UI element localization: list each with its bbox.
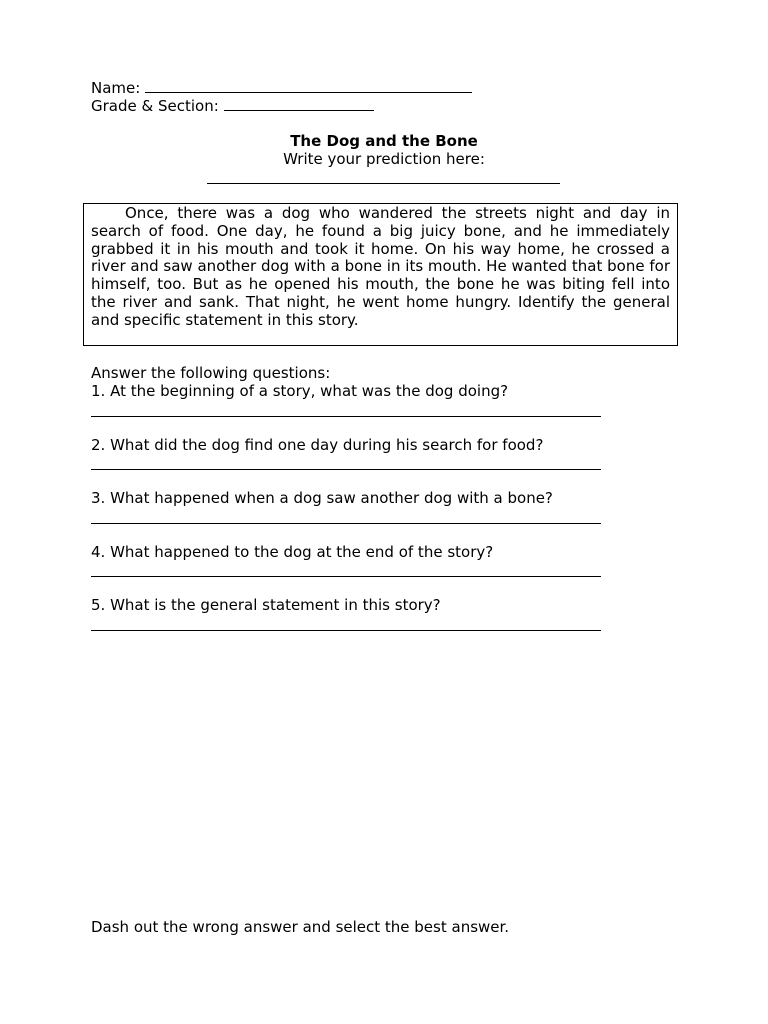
page-title: The Dog and the Bone [290,132,478,150]
grade-section-label: Grade & Section: [91,97,219,115]
name-label: Name: [91,79,141,97]
answer-line-4[interactable] [91,576,601,577]
answer-line-2[interactable] [91,469,601,470]
question-5: 5. What is the general statement in this story? [91,596,441,614]
question-2: 2. What did the dog find one day during his search for food? [91,436,544,454]
story-text: Once, there was a dog who wandered the streets night and day in search of food. One day, he found a big juicy bone, and he immediately grabbed it in his mouth and took it home. On his way home, he crossed a river and saw another dog with a bone in its mouth. He wanted that bone for himself, too. But as he opened his mouth, the bone he was biting fell into the river and sank. That night, he went home hungry. Identify the general and specific statement in this story. [91,204,670,329]
name-field-row [91,78,472,97]
question-1: 1. At the beginning of a story, what was the dog doing? [91,382,509,400]
prediction-line[interactable] [207,183,560,184]
answer-line-3[interactable] [91,523,601,524]
prediction-prompt: Write your prediction here: [283,150,485,168]
grade-section-blank[interactable] [224,96,374,111]
name-blank[interactable] [145,78,472,93]
grade-section-field-row [91,96,374,115]
answer-line-5[interactable] [91,630,601,631]
answer-line-1[interactable] [91,416,601,417]
question-3: 3. What happened when a dog saw another dog with a bone? [91,489,553,507]
footer-instruction: Dash out the wrong answer and select the best answer. [91,918,510,936]
question-4: 4. What happened to the dog at the end of the story? [91,543,494,561]
story-box [83,203,678,346]
questions-intro: Answer the following questions: [91,364,331,382]
